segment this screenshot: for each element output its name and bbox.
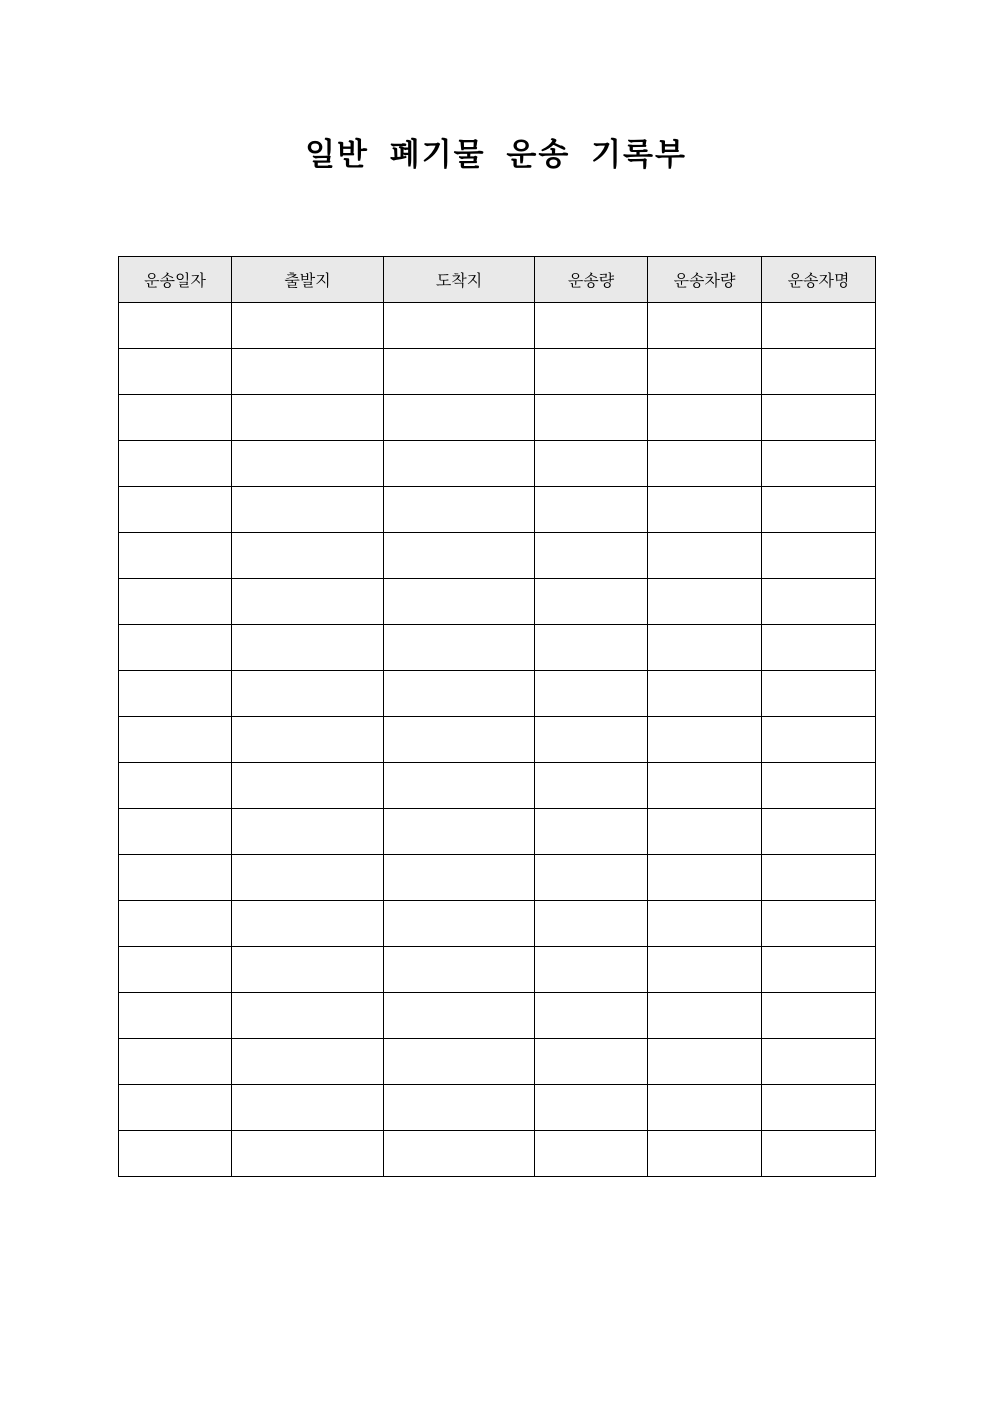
- table-cell[interactable]: [762, 487, 876, 533]
- table-cell[interactable]: [648, 993, 762, 1039]
- table-cell[interactable]: [384, 487, 535, 533]
- table-row: [119, 901, 876, 947]
- table-cell[interactable]: [535, 579, 648, 625]
- table-cell[interactable]: [648, 579, 762, 625]
- column-header-driver-name: 운송자명: [762, 257, 876, 303]
- table-row: [119, 717, 876, 763]
- table-body: [119, 303, 876, 1177]
- table-row: [119, 487, 876, 533]
- table-cell[interactable]: [119, 625, 232, 671]
- table-cell[interactable]: [762, 441, 876, 487]
- table-cell[interactable]: [648, 533, 762, 579]
- table-cell[interactable]: [232, 441, 384, 487]
- table-cell[interactable]: [762, 533, 876, 579]
- table-cell[interactable]: [384, 763, 535, 809]
- table-cell[interactable]: [648, 487, 762, 533]
- table-cell[interactable]: [232, 901, 384, 947]
- table-cell[interactable]: [384, 1131, 535, 1177]
- table-cell[interactable]: [762, 1085, 876, 1131]
- table-row: [119, 533, 876, 579]
- table-cell[interactable]: [232, 993, 384, 1039]
- table-row: [119, 1085, 876, 1131]
- table-cell[interactable]: [762, 763, 876, 809]
- table-row: [119, 349, 876, 395]
- column-header-destination: 도착지: [384, 257, 535, 303]
- table-cell[interactable]: [535, 1039, 648, 1085]
- table-cell[interactable]: [535, 993, 648, 1039]
- table-row: [119, 625, 876, 671]
- table-cell[interactable]: [384, 579, 535, 625]
- table-row: [119, 441, 876, 487]
- table-cell[interactable]: [119, 1131, 232, 1177]
- table-cell[interactable]: [119, 579, 232, 625]
- page-title: 일반 폐기물 운송 기록부: [305, 137, 687, 173]
- table-row: [119, 947, 876, 993]
- table-cell[interactable]: [762, 395, 876, 441]
- table-cell[interactable]: [232, 1085, 384, 1131]
- table-cell[interactable]: [384, 855, 535, 901]
- table-row: [119, 303, 876, 349]
- table-cell[interactable]: [119, 395, 232, 441]
- table-cell[interactable]: [232, 671, 384, 717]
- table-cell[interactable]: [119, 487, 232, 533]
- table-cell[interactable]: [384, 717, 535, 763]
- column-header-quantity: 운송량: [535, 257, 648, 303]
- table-row: [119, 993, 876, 1039]
- table-row: [119, 579, 876, 625]
- table-cell[interactable]: [535, 1131, 648, 1177]
- table-cell[interactable]: [648, 763, 762, 809]
- table-cell[interactable]: [535, 441, 648, 487]
- table-cell[interactable]: [232, 625, 384, 671]
- table-cell[interactable]: [648, 625, 762, 671]
- table-cell[interactable]: [119, 671, 232, 717]
- table-cell[interactable]: [648, 395, 762, 441]
- table-cell[interactable]: [762, 901, 876, 947]
- table-cell[interactable]: [119, 855, 232, 901]
- table-cell[interactable]: [648, 901, 762, 947]
- table-cell[interactable]: [762, 1039, 876, 1085]
- table-cell[interactable]: [648, 1085, 762, 1131]
- table-cell[interactable]: [232, 763, 384, 809]
- table-cell[interactable]: [232, 533, 384, 579]
- table-cell[interactable]: [648, 717, 762, 763]
- table-cell[interactable]: [535, 625, 648, 671]
- table-row: [119, 1039, 876, 1085]
- table-cell[interactable]: [384, 349, 535, 395]
- table-cell[interactable]: [535, 349, 648, 395]
- table-cell[interactable]: [648, 671, 762, 717]
- table-cell[interactable]: [119, 441, 232, 487]
- table-cell[interactable]: [762, 993, 876, 1039]
- table-row: [119, 809, 876, 855]
- table-cell[interactable]: [535, 487, 648, 533]
- table-cell[interactable]: [648, 349, 762, 395]
- table-cell[interactable]: [648, 1131, 762, 1177]
- table-cell[interactable]: [535, 671, 648, 717]
- table-cell[interactable]: [648, 947, 762, 993]
- table-cell[interactable]: [119, 993, 232, 1039]
- table-cell[interactable]: [232, 717, 384, 763]
- table-cell[interactable]: [119, 947, 232, 993]
- table-cell[interactable]: [535, 901, 648, 947]
- table-cell[interactable]: [535, 1085, 648, 1131]
- table-cell[interactable]: [119, 303, 232, 349]
- table-row: [119, 671, 876, 717]
- table-cell[interactable]: [762, 1131, 876, 1177]
- table-cell[interactable]: [648, 809, 762, 855]
- table-cell[interactable]: [384, 671, 535, 717]
- column-header-vehicle: 운송차량: [648, 257, 762, 303]
- table-cell[interactable]: [119, 1085, 232, 1131]
- table-cell[interactable]: [232, 303, 384, 349]
- table-cell[interactable]: [384, 993, 535, 1039]
- table-cell[interactable]: [119, 809, 232, 855]
- table-cell[interactable]: [384, 303, 535, 349]
- table-cell[interactable]: [762, 579, 876, 625]
- header-row: [119, 257, 876, 303]
- table-cell[interactable]: [119, 763, 232, 809]
- table-cell[interactable]: [232, 1131, 384, 1177]
- table-cell[interactable]: [232, 947, 384, 993]
- table-cell[interactable]: [535, 303, 648, 349]
- table-cell[interactable]: [762, 717, 876, 763]
- table-cell[interactable]: [384, 809, 535, 855]
- table-cell[interactable]: [762, 303, 876, 349]
- table-cell[interactable]: [762, 855, 876, 901]
- table-cell[interactable]: [648, 441, 762, 487]
- table-cell[interactable]: [535, 809, 648, 855]
- table-cell[interactable]: [119, 349, 232, 395]
- table-cell[interactable]: [119, 717, 232, 763]
- table-cell[interactable]: [232, 579, 384, 625]
- table-cell[interactable]: [535, 855, 648, 901]
- table-cell[interactable]: [535, 763, 648, 809]
- table-cell[interactable]: [384, 533, 535, 579]
- table-cell[interactable]: [384, 947, 535, 993]
- table-cell[interactable]: [119, 901, 232, 947]
- table-row: [119, 395, 876, 441]
- table-cell[interactable]: [232, 395, 384, 441]
- table-cell[interactable]: [762, 349, 876, 395]
- table-cell[interactable]: [232, 809, 384, 855]
- table-cell[interactable]: [384, 395, 535, 441]
- table-row: [119, 763, 876, 809]
- table-cell[interactable]: [762, 809, 876, 855]
- table-cell[interactable]: [648, 303, 762, 349]
- column-header-transport-date: 운송일자: [119, 257, 232, 303]
- transport-log-table: [118, 256, 876, 1177]
- table-cell[interactable]: [762, 947, 876, 993]
- table-cell[interactable]: [648, 855, 762, 901]
- table-cell[interactable]: [535, 533, 648, 579]
- table-cell[interactable]: [384, 441, 535, 487]
- table-cell[interactable]: [119, 533, 232, 579]
- table-cell[interactable]: [535, 395, 648, 441]
- table-cell[interactable]: [535, 947, 648, 993]
- table-cell[interactable]: [762, 671, 876, 717]
- column-header-origin: 출발지: [232, 257, 384, 303]
- table-cell[interactable]: [232, 487, 384, 533]
- table-cell[interactable]: [384, 1085, 535, 1131]
- table-cell[interactable]: [232, 855, 384, 901]
- table-cell[interactable]: [384, 625, 535, 671]
- table-row: [119, 855, 876, 901]
- table-row: [119, 1131, 876, 1177]
- table-cell[interactable]: [232, 1039, 384, 1085]
- table-cell[interactable]: [384, 901, 535, 947]
- table-cell[interactable]: [384, 1039, 535, 1085]
- table-cell[interactable]: [232, 349, 384, 395]
- table-cell[interactable]: [762, 625, 876, 671]
- table-cell[interactable]: [535, 717, 648, 763]
- table-cell[interactable]: [648, 1039, 762, 1085]
- table-cell[interactable]: [119, 1039, 232, 1085]
